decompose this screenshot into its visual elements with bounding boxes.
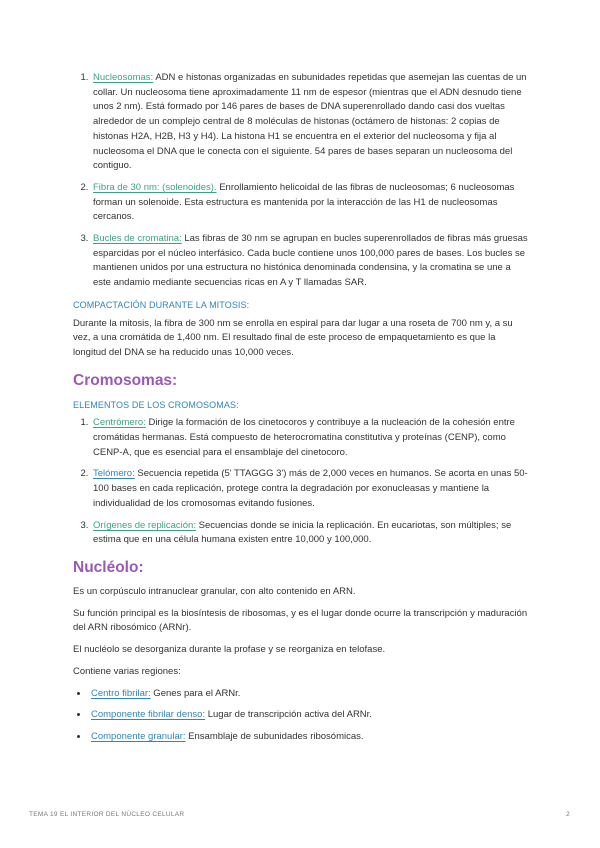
- list-item: [91, 181, 528, 225]
- term-link[interactable]: Telómero:: [93, 468, 135, 480]
- list-item-text: Genes para el ARNr.: [150, 687, 241, 699]
- list-item-text: Lugar de transcripción activa del ARNr.: [205, 709, 372, 721]
- nucleolus-paragraph: Contiene varias regiones:: [73, 665, 181, 677]
- list-item-text: Secuencias donde se inicia la replicación. En eucariotas, son múltiples; se estima que en una célula humana existen entre 10,000 y 100,000.: [93, 519, 512, 546]
- list-item-text: Dirige la formación de los cinetocoros y contribuye a la nucleación de la cohesión entre cromátidas hermanas. Está compuesto de heterocromatina constitutiva y proteínas (CENP), como CENP-A, que es esencial para el ensamblaje del cinetocoro.: [93, 417, 515, 458]
- chromatin-levels-list: [73, 71, 528, 291]
- term-link[interactable]: Fibra de 30 nm: (solenoides).: [93, 181, 217, 193]
- list-item-text: Las fibras de 30 nm se agrupan en bucles superenrollados de fibras más gruesas esparcidas por el núcleo interfásico. Cada bucle contiene unos 100,000 pares de bases. Los bucles se mantienen unidos por una estructura no histónica denominada condensina, y la cromatina se une a este andamio mediante secuencias ricas en A y T llamadas SAR.: [93, 233, 528, 289]
- term-link[interactable]: Componente fibrilar denso:: [91, 709, 206, 721]
- list-item: [89, 708, 528, 723]
- page-content: [73, 71, 528, 752]
- term-link[interactable]: Componente granular:: [91, 730, 186, 742]
- compaction-paragraph: Durante la mitosis, la fibra de 300 nm se enrolla en espiral para dar lugar a una roseta de 700 nm y, a su vez, a una cromátida de 1,400 nm. El resultado final de este proceso de empaquetamiento es que la longitud del DNA se ha reducido unas 10,000 veces.: [73, 317, 513, 358]
- chromosome-elements-list: [73, 416, 528, 548]
- nucleolus-regions-list: [73, 687, 528, 745]
- list-item: [89, 730, 528, 745]
- term-link[interactable]: Centro fibrilar:: [91, 687, 151, 699]
- list-item-text: Ensamblaje de subunidades ribosómicas.: [185, 730, 364, 742]
- term-link[interactable]: Centrómero:: [93, 417, 146, 429]
- nucleolus-paragraph: El nucléolo se desorganiza durante la profase y se reorganiza en telofase.: [73, 644, 386, 656]
- term-link[interactable]: Nucleosomas:: [93, 72, 154, 83]
- list-item-text: Secuencia repetida (5' TTAGGG 3') más de 2,000 veces en humanos. Se acorta en unas 50-100 bases en cada replicación, protege contra la degradación por exonucleasas y mantiene la individualidad de los cromosomas evitando fusiones.: [93, 468, 528, 509]
- list-item-text: Enrollamiento helicoidal de las fibras de nucleosomas; 6 nucleosomas forman un solenoide. Esta estructura es mantenida por la interacción de las H1 de nucleosomas cercanos.: [93, 181, 515, 223]
- nucleolus-paragraph: Su función principal es la biosíntesis de ribosomas, y es el lugar donde ocurre la transcripción y maduración del ARN ribosómico (ARNr).: [73, 607, 528, 634]
- chromosomes-title: Cromosomas:: [73, 371, 178, 389]
- list-item: [91, 416, 528, 460]
- list-item: [91, 519, 528, 548]
- compaction-heading: COMPACTACIÓN DURANTE LA MITOSIS:: [73, 299, 250, 310]
- page-number: 2: [566, 811, 570, 818]
- list-item-text: ADN e histonas organizadas en subunidades repetidas que asemejan las cuentas de un collar. Un nucleosoma tiene aproximadamente 11 nm de espesor (mientras que el ADN desnudo tiene unos 2 nm). Está formado por 146 pares de bases de DNA superenrollado dando casi dos vueltas alrededor de un complejo central de 8 moléculas de histonas (octámero de histonas: 2 copias de histonas H2A, H2B, H3 y H4). La histona H1 se encuentra en el exterior del nucleosoma y fija al nucleosoma el DNA que le conecta con el siguiente. 54 pares de bases separan un nucleosoma del contiguo.: [93, 72, 527, 172]
- term-link[interactable]: Bucles de cromatina:: [93, 233, 182, 245]
- list-item: [89, 687, 528, 702]
- list-item: [91, 467, 528, 511]
- nucleolus-paragraph: Es un corpúsculo intranuclear granular, con alto contenido en ARN.: [73, 585, 356, 597]
- elements-heading: ELEMENTOS DE LOS CROMOSOMAS:: [73, 399, 239, 410]
- list-item: [91, 71, 528, 174]
- term-link[interactable]: Orígenes de replicación:: [93, 519, 196, 531]
- nucleolus-title: Nucléolo:: [73, 558, 144, 576]
- footer-title: TEMA 19 EL INTERIOR DEL NÚCLEO CELULAR: [29, 811, 185, 818]
- list-item: [91, 232, 528, 291]
